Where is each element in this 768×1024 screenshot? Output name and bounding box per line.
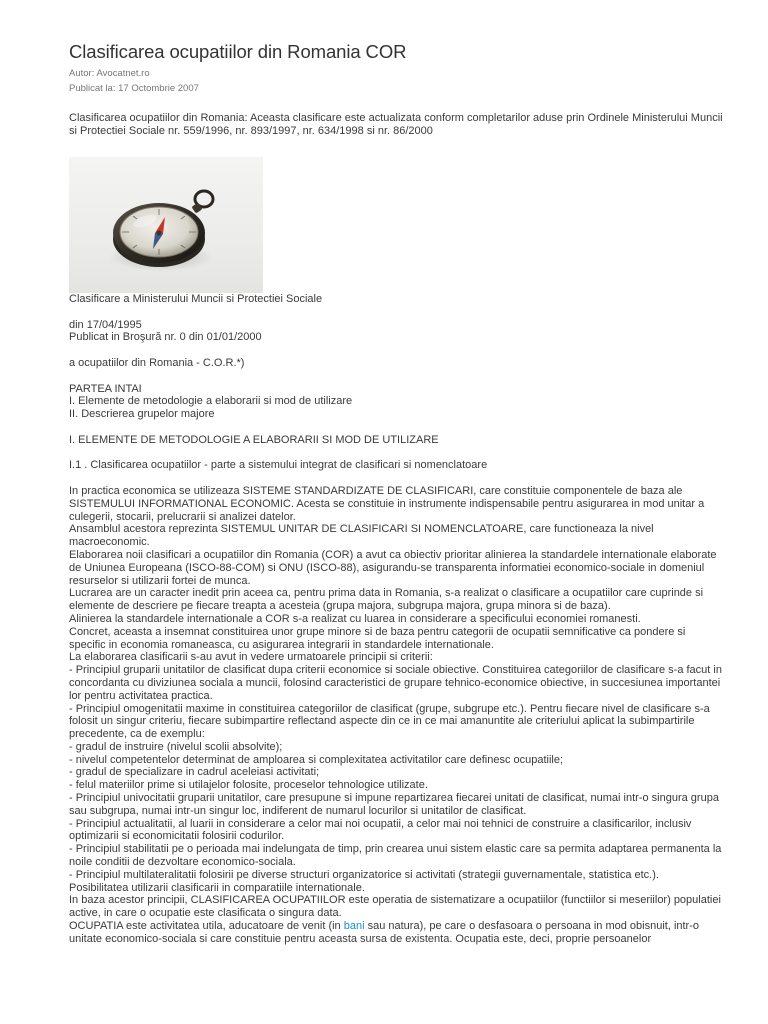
image-caption: Clasificare a Ministerului Muncii si Protectiei Sociale	[69, 293, 323, 305]
paragraph: - Principiul actualitatii, al luarii in considerare a celor mai noi ocupatii, a celor mai noi tehnici de construire a clasificarilor, inclusiv optimizarii si economicitatii folosirii codurilor.	[69, 817, 692, 843]
paragraph: Concret, aceasta a insemnat constituirea unor grupe minore si de baza pentru categorii de ocupatii semnificative ca pondere si specific in economia romaneasca, cu asigurarea integrarii in standardele internationale.	[69, 625, 686, 651]
paragraph-text: OCUPATIA este activitatea utila, aducatoare de venit (in	[69, 920, 344, 933]
body-publication: Publicat in Broşură nr. 0 din 01/01/2000	[69, 331, 262, 344]
paragraph: - Principiul gruparii unitatilor de clasificat dupa criterii economice si sociale obiective. Constituirea categoriilor de clasificare s-a facut in concordanta cu diviziunea sociala a muncii, folosind caracteristici de grupare tehnico-economice obiective, in succesiunea importantei lor pentru activitatea practica.	[69, 664, 722, 702]
list-item: - nivelul competentelor determinat de amploarea si complexitatea activitatilor care definesc ocupatiile;	[69, 753, 564, 766]
article	[69, 40, 724, 946]
section-heading: I. ELEMENTE DE METODOLOGIE A ELABORARII SI MOD DE UTILIZARE	[69, 433, 439, 446]
paragraph: La elaborarea clasificarii s-au avut in vedere urmatoarele principii si criterii:	[69, 651, 433, 664]
paragraph: Elaborarea noii clasificari a ocupatiilor din Romania (COR) a avut ca obiectiv prioritar alinierea la standardele internationale elaborate de Uniunea Europeana (ISCO-88-COM) si ONU (ISCO-88), asigurandu-se transparenta informatiei economico-sociale in domeniul resurselor si utilizarii fortei de munca.	[69, 548, 717, 587]
paragraph: Ansamblul acestora reprezinta SISTEMUL UNITAR DE CLASIFICARI SI NOMENCLATOARE, care functioneaza la nivel macroeconomic.	[69, 523, 654, 549]
paragraph: In practica economica se utilizeaza SISTEME STANDARDIZATE DE CLASIFICARI, care constituie componentele de baza ale SISTEMULUI INFORMATIONAL ECONOMIC. Acesta se constituie in instrumente indispensabile pentru asigurarea in mod unitar a culegerii, stocarii, prelucrarii si analizei datelor.	[69, 484, 705, 523]
article-title: Clasificarea ocupatiilor din Romania COR	[69, 41, 407, 62]
paragraph: Lucrarea are un caracter inedit prin aceea ca, pentru prima data in Romania, s-a realizat o clasificare a ocupatiilor care cuprinde si elemente de descriere pe fiecare treapta a acesteia (grupa majora, subgrupa majora, grupa minora si de baza).	[69, 587, 704, 613]
paragraph: Alinierea la standardele internationale a COR s-a realizat cu luarea in considerare a specificului economiei romanesti.	[69, 612, 641, 625]
paragraph: In baza acestor principii, CLASIFICAREA OCUPATIILOR este operatia de sistematizare a ocupatiilor (functiilor si meseriilor) populatiei active, in care o ocupatie este clasificata o singura data.	[69, 894, 721, 920]
article-author: Autor: Avocatnet.ro	[69, 68, 150, 79]
body-date: din 17/04/1995	[69, 318, 142, 331]
article-intro: Clasificarea ocupatiilor din Romania: Aceasta clasificare este actualizata conform completarilor aduse prin Ordinele Ministerului Muncii si Protectiei Sociale nr. 559/1996, nr. 893/1997, nr. 634/1998 si nr. 86/2000	[69, 112, 723, 137]
paragraph: - Principiul univocitatii gruparii unitatilor, care presupune si impune repartizarea fiecarei unitati de clasificat, numai intr-o singura grupa sau subgrupa, numai intr-un singur loc, indiferent de numarul locurilor si unitatilor de clasificat.	[69, 792, 719, 817]
paragraph: - Principiul stabilitatii pe o perioada mai indelungata de timp, prin crearea unui sistem elastic care sa permita adaptarea permanenta la noile conditii de dezvoltare economico-sociala.	[69, 843, 722, 869]
list-item: - gradul de specializare in cadrul aceleiasi activitati;	[69, 766, 320, 779]
bani-link[interactable]: bani	[343, 920, 365, 933]
subsection-heading: I.1 . Clasificarea ocupatiilor - parte a sistemului integrat de clasificari si nomenclatoare	[69, 459, 488, 472]
paragraph: - Principiul multilateralitatii folosirii pe diverse structuri organizatorice si activitati (strategii guvernamentale, statistica etc.).	[69, 868, 659, 881]
paragraph	[69, 920, 724, 946]
compass-photo	[69, 157, 263, 293]
paragraph-text: sau natura), pe care o desfasoara o persoana in mod obisnuit, intr-o unitate economico-sociala si care constituie pentru aceasta sursa de existenta. Ocupatia este, deci, proprie persoanelor	[69, 920, 700, 945]
body-cor-title: a ocupatiilor din Romania - C.O.R.*)	[69, 356, 245, 369]
article-published-date: Publicat la: 17 Octombrie 2007	[69, 83, 199, 94]
compass-icon	[69, 157, 263, 293]
list-item: - gradul de instruire (nivelul scolii absolvite);	[69, 740, 283, 753]
paragraph: Posibilitatea utilizarii clasificarii in comparatiile internationale.	[69, 881, 365, 894]
list-item: - felul materiilor prime si utilajelor folosite, proceselor tehnologice utilizate.	[69, 779, 428, 792]
article-body	[69, 293, 724, 946]
toc-item: I. Elemente de metodologie a elaborarii si mod de utilizare	[69, 395, 353, 408]
toc-item: II. Descrierea grupelor majore	[69, 408, 215, 421]
part-heading: PARTEA INTAI	[69, 382, 142, 395]
paragraph: - Principiul omogenitatii maxime in constituirea categoriilor de clasificat (grupe, subgrupe etc.). Pentru fiecare nivel de clasificare s-a folosit un singur criteriu, fiecare subimpartire reflectand aspecte din ce in ce mai amanuntite ale criteriului aplicat la subimpartirile precedente, ca de exemplu:	[69, 702, 710, 741]
